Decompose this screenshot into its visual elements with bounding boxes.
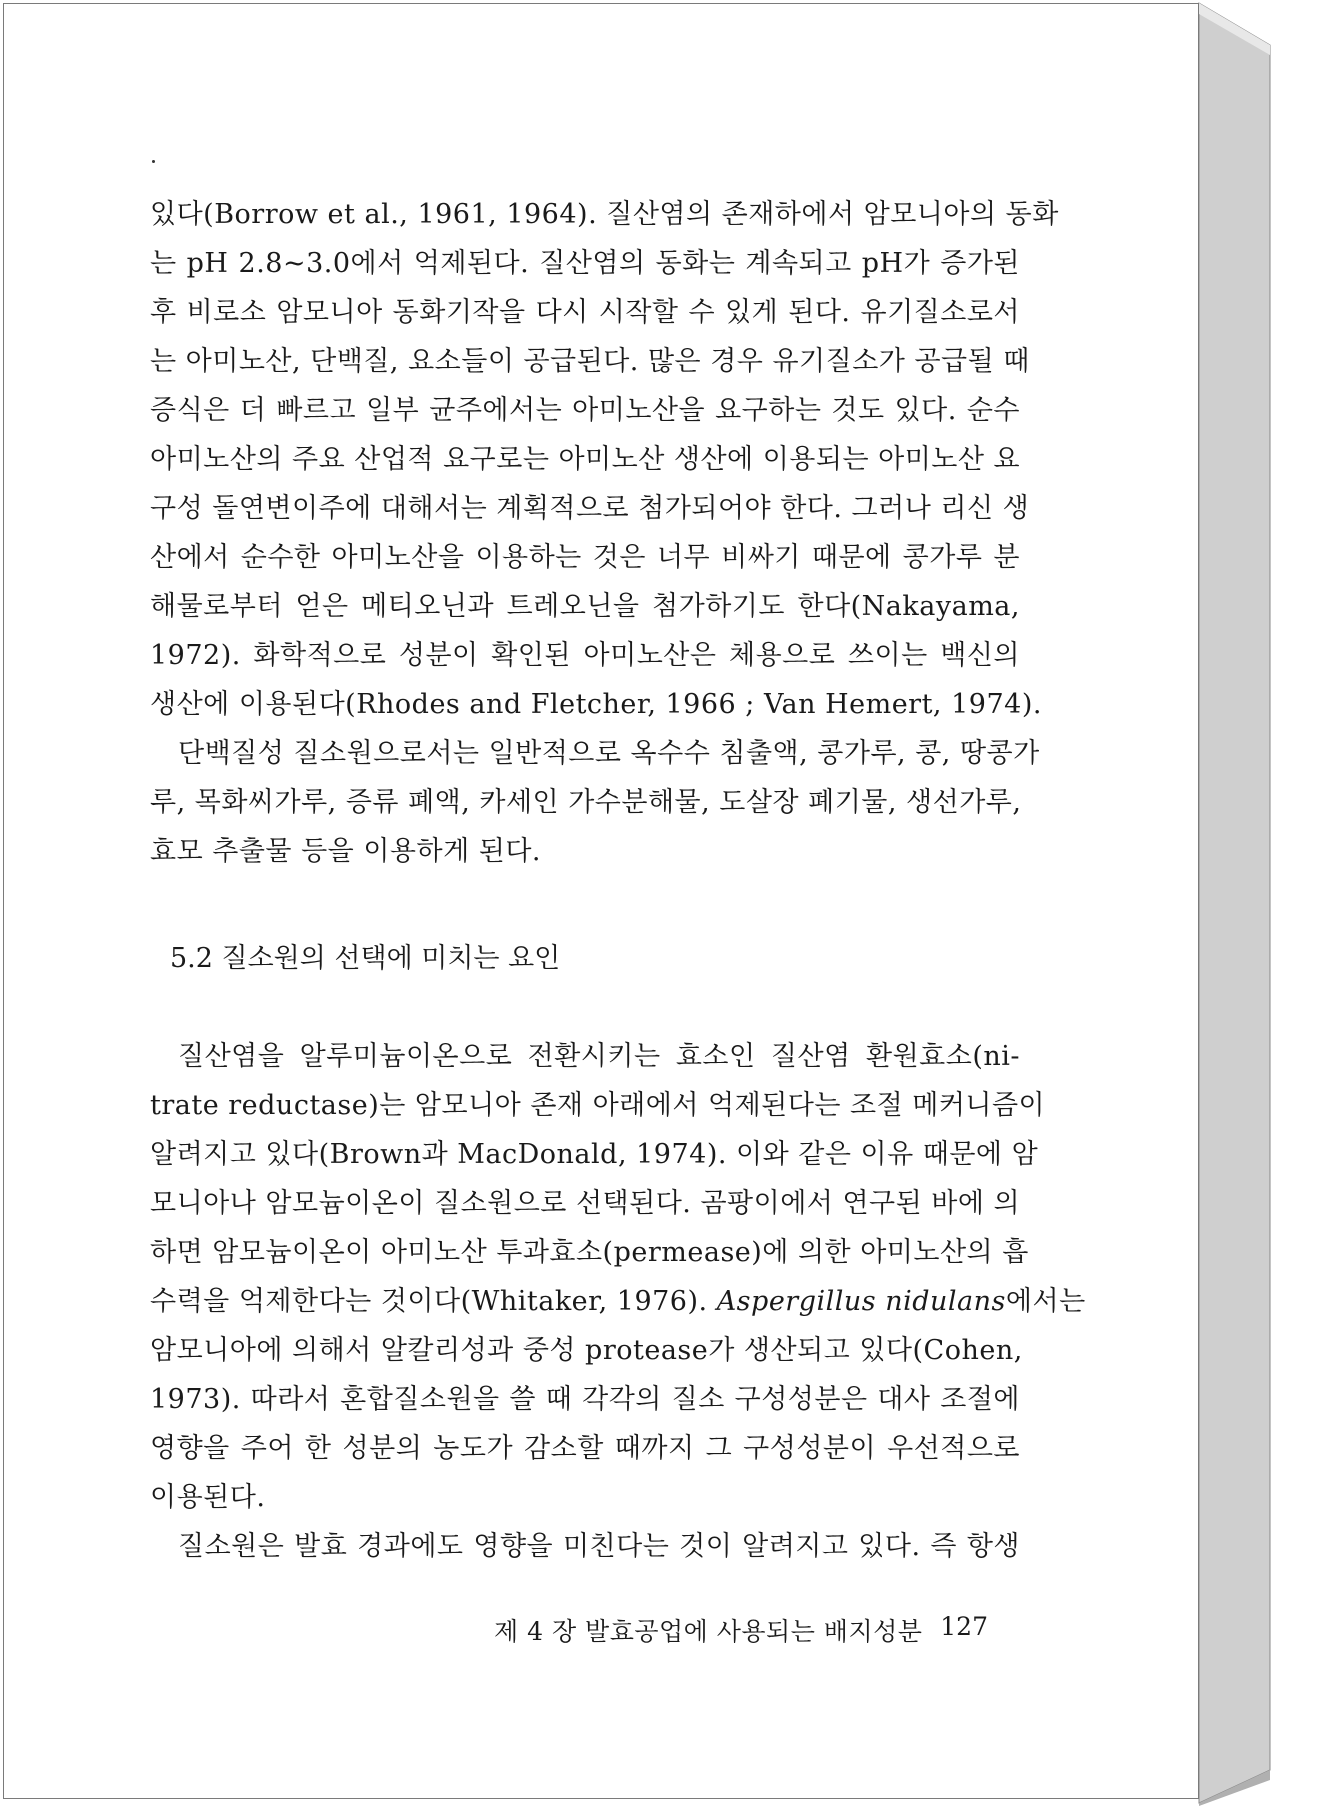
page-footer	[494, 1612, 988, 1648]
text-line: 있다(Borrow et al., 1961, 1964). 질산염의 존재하에서 암모니아의 동화	[150, 199, 1059, 230]
text-line: 질산염을 알루미늄이온으로 전환시키는 효소인 질산염 환원효소(ni-	[178, 1041, 1020, 1072]
text-line: 1973). 따라서 혼합질소원을 쓸 때 각각의 질소 구성성분은 대사 조절에	[150, 1384, 1020, 1415]
text-line: 는 아미노산, 단백질, 요소들이 공급된다. 많은 경우 유기질소가 공급될 때	[150, 346, 1030, 377]
stray-dot-mark	[152, 160, 155, 163]
text-line: 1972). 화학적으로 성분이 확인된 아미노산은 체용으로 쓰이는 백신의	[150, 640, 1020, 671]
body-text-block-2	[150, 1032, 1086, 1571]
text-line: 후 비로소 암모니아 동화기작을 다시 시작할 수 있게 된다. 유기질소로서	[150, 297, 1020, 328]
text-line: trate reductase)는 암모니아 존재 아래에서 억제된다는 조절 메커니즘이	[150, 1090, 1046, 1121]
text-line: 영향을 주어 한 성분의 농도가 감소할 때까지 그 구성성분이 우선적으로	[150, 1433, 1020, 1464]
text-line: 루, 목화씨가루, 증류 폐액, 카세인 가수분해물, 도살장 폐기물, 생선가루,	[150, 787, 1022, 818]
text-line: 알려지고 있다(Brown과 MacDonald, 1974). 이와 같은 이유 때문에 암	[150, 1139, 1039, 1170]
footer-chapter-title: 제 4 장 발효공업에 사용되는 배지성분	[494, 1617, 923, 1646]
text-line: 구성 돌연변이주에 대해서는 계획적으로 첨가되어야 한다. 그러나 리신 생	[150, 493, 1030, 524]
text-run: 수력을 억제한다는 것이다(Whitaker, 1976).	[150, 1286, 717, 1317]
text-line: 생산에 이용된다(Rhodes and Fletcher, 1966 ; Van Hemert, 1974).	[150, 689, 1042, 720]
text-line-with-italic	[150, 1277, 1086, 1326]
text-line: 해물로부터 얻은 메티오닌과 트레오닌을 첨가하기도 한다(Nakayama,	[150, 591, 1020, 622]
text-run: 에서는	[1005, 1286, 1086, 1317]
page-number: 127	[940, 1612, 988, 1641]
text-line: 암모니아에 의해서 알칼리성과 중성 protease가 생산되고 있다(Cohen,	[150, 1335, 1023, 1366]
text-line: 아미노산의 주요 산업적 요구로는 아미노산 생산에 이용되는 아미노산 요	[150, 444, 1021, 475]
section-heading: 5.2 질소원의 선택에 미치는 요인	[170, 943, 561, 974]
text-line: 는 pH 2.8~3.0에서 억제된다. 질산염의 동화는 계속되고 pH가 증가된	[150, 248, 1020, 279]
text-line: 효모 추출물 등을 이용하게 된다.	[150, 836, 541, 867]
text-line: 하면 암모늄이온이 아미노산 투과효소(permease)에 의한 아미노산의 흡	[150, 1237, 1029, 1268]
text-line: 질소원은 발효 경과에도 영향을 미친다는 것이 알려지고 있다. 즉 항생	[178, 1531, 1020, 1562]
body-text-block-1	[150, 190, 1059, 876]
text-line: 단백질성 질소원으로서는 일반적으로 옥수수 침출액, 콩가루, 콩, 땅콩가	[178, 738, 1040, 769]
text-line: 이용된다.	[150, 1482, 266, 1513]
text-line: 증식은 더 빠르고 일부 균주에서는 아미노산을 요구하는 것도 있다. 순수	[150, 395, 1020, 426]
species-name-italic: Aspergillus nidulans	[716, 1286, 1006, 1317]
text-line: 모니아나 암모늄이온이 질소원으로 선택된다. 곰팡이에서 연구된 바에 의	[150, 1188, 1021, 1219]
text-line: 산에서 순수한 아미노산을 이용하는 것은 너무 비싸기 때문에 콩가루 분	[150, 542, 1020, 573]
